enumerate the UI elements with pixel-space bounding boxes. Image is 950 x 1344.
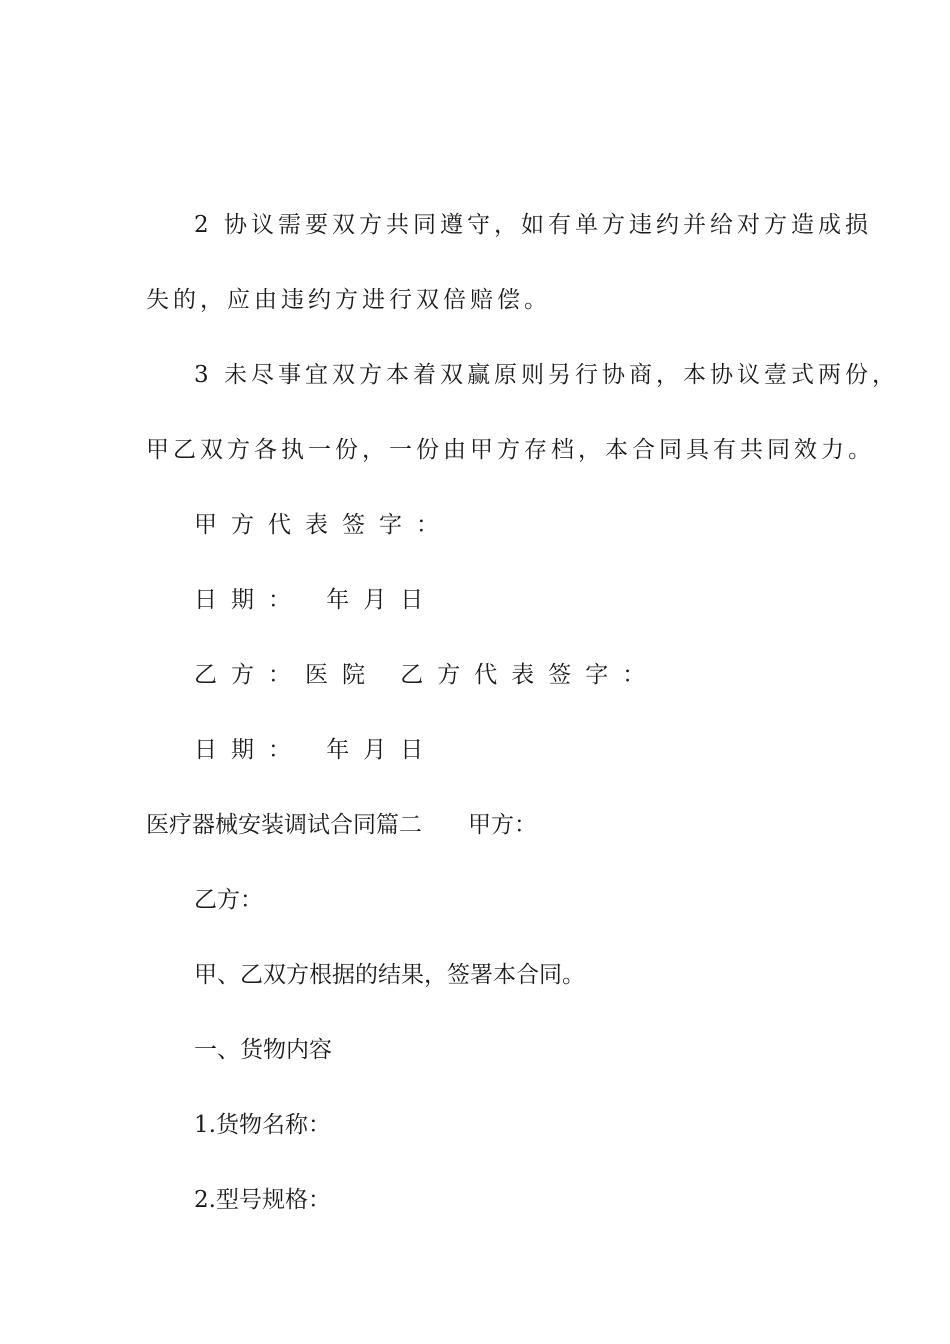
paragraph-clause-2-line-1: 2 协议需要双方共同遵守，如有单方违约并给对方造成损 <box>194 212 872 238</box>
contract-preamble: 甲、乙双方根据的结果，签署本合同。 <box>194 962 585 988</box>
party-b-label: 乙方： <box>194 887 263 913</box>
paragraph-clause-3-line-1: 3 未尽事宜双方本着双赢原则另行协商，本协议壹式两份， <box>194 362 899 388</box>
contract-section-heading: 医疗器械安装调试合同篇二 甲方： <box>146 812 537 838</box>
party-b-date-line: 日期： 年月日 <box>194 737 438 763</box>
section-goods-heading: 一、货物内容 <box>194 1037 332 1063</box>
paragraph-clause-2-line-2: 失的，应由违约方进行双倍赔偿。 <box>146 287 551 313</box>
goods-model-item: 2.型号规格： <box>194 1187 331 1213</box>
paragraph-clause-3-line-2: 甲乙双方各执一份，一份由甲方存档，本合同具有共同效力。 <box>146 437 875 463</box>
goods-name-item: 1.货物名称： <box>194 1112 331 1138</box>
party-b-signature-line: 乙方：医院 乙方代表签字： <box>194 662 660 688</box>
party-a-date-line: 日期： 年月日 <box>194 587 438 613</box>
party-a-signature-line: 甲方代表签字： <box>194 512 453 538</box>
